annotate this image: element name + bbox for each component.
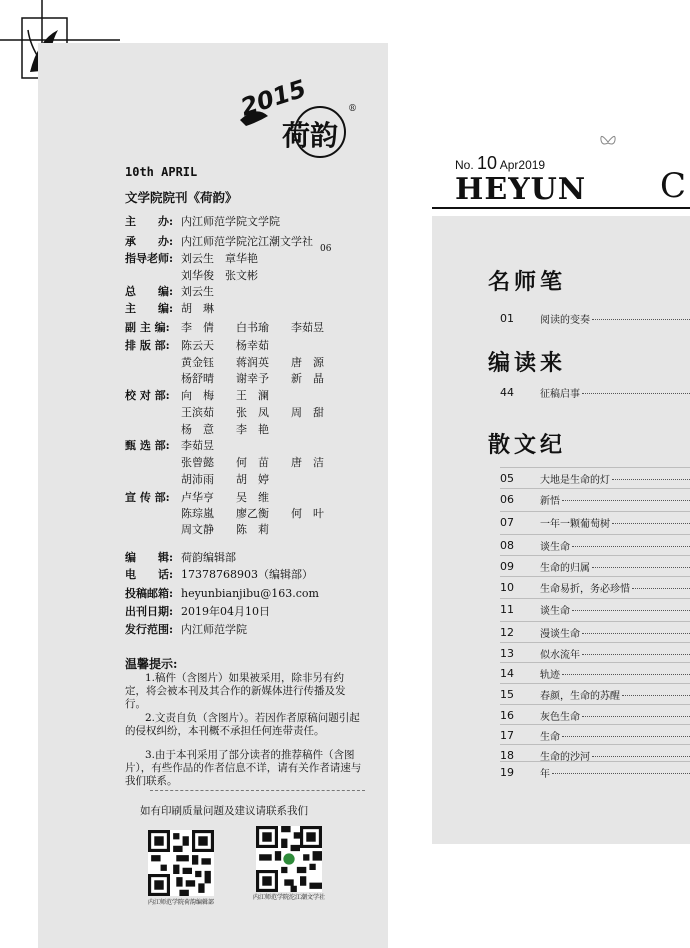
masthead-row xyxy=(125,521,269,537)
toc-page-number: 16 xyxy=(500,708,514,722)
toc-article-title: 谈生命 xyxy=(540,605,570,617)
toc-page-number: 11 xyxy=(500,602,514,616)
tip-2: 2.文责自负（含图片）。若因作者原稿问题引起的侵权纠纷，本刊概不承担任何连带责任。 xyxy=(125,712,360,737)
magazine-subtitle: 文学院院刊《荷韵》 xyxy=(125,190,238,205)
toc-entry[interactable] xyxy=(500,686,690,702)
masthead-value: 胡 琳 xyxy=(181,302,214,315)
toc-entry[interactable] xyxy=(500,624,690,640)
toc-entry[interactable] xyxy=(500,665,690,681)
toc-article-title: 灰色生命 xyxy=(540,711,580,723)
masthead-value: 陈琮嵐 廖乙衡 何 叶 xyxy=(181,507,324,520)
toc-page-number: 07 xyxy=(500,515,514,529)
masthead-row xyxy=(125,421,269,437)
toc-article-title: 大地是生命的灯 xyxy=(540,474,610,486)
masthead-row xyxy=(125,319,324,335)
toc-entry[interactable] xyxy=(500,558,690,574)
masthead-role: 电 话: xyxy=(125,568,174,581)
masthead-row xyxy=(125,250,258,266)
issue-month: Apr2019 xyxy=(499,158,546,172)
toc-leader-dots xyxy=(562,735,690,737)
masthead-value: 内江师范学院沱江潮文学社 xyxy=(181,235,313,248)
toc-page-number: 12 xyxy=(500,625,514,639)
masthead-role: 承 办: xyxy=(125,235,174,248)
masthead-cutoff-letter: C xyxy=(660,166,687,206)
toc-leader-dots xyxy=(592,566,690,568)
toc-page-number: 06 xyxy=(500,492,514,506)
toc-section-title: 编读来 xyxy=(488,351,567,376)
toc-page-number: 01 xyxy=(500,311,514,325)
toc-separator xyxy=(500,598,690,599)
masthead-value: 张曾懿 何 苗 唐 洁 xyxy=(181,456,324,469)
toc-separator xyxy=(500,704,690,705)
toc-leader-dots xyxy=(562,499,690,501)
toc-leader-dots xyxy=(582,392,690,394)
issue-number xyxy=(455,153,545,174)
masthead-row xyxy=(125,471,269,487)
toc-page-number: 08 xyxy=(500,538,514,552)
masthead-heyun: HEYUN xyxy=(455,172,587,207)
masthead-role: 副 主 编: xyxy=(125,321,170,334)
toc-article-title: 生命的归属 xyxy=(540,562,590,574)
masthead-row xyxy=(125,549,236,565)
toc-separator xyxy=(500,744,690,745)
masthead-row xyxy=(125,489,269,505)
toc-leader-dots xyxy=(552,772,690,774)
masthead-value: 刘华俊 张文彬 xyxy=(181,269,258,282)
registered-mark: ® xyxy=(348,104,357,114)
masthead-row xyxy=(125,603,270,619)
masthead-value: 荷韵编辑部 xyxy=(181,551,236,564)
toc-leader-dots xyxy=(582,653,690,655)
toc-separator xyxy=(500,534,690,535)
toc-entry[interactable] xyxy=(500,491,690,507)
masthead-row xyxy=(125,370,324,386)
toc-entry[interactable] xyxy=(500,579,690,595)
toc-page-number: 17 xyxy=(500,728,514,742)
masthead-row xyxy=(125,354,324,370)
masthead-value: 刘云生 章华艳 xyxy=(181,252,258,265)
tip-1: 1.稿件（含图片）如果被采用，除非另有约定，将会被本刊及其合作的新媒体进行传播及发行。 xyxy=(125,672,346,710)
masthead-row xyxy=(125,454,324,470)
masthead-row xyxy=(125,283,214,299)
toc-leader-dots xyxy=(562,673,690,675)
masthead-value: 黄金钰 蒋润英 唐 源 xyxy=(181,356,324,369)
masthead-row xyxy=(125,267,258,283)
masthead-row xyxy=(125,437,214,453)
masthead-row xyxy=(125,300,214,316)
qr-code-literary-club[interactable] xyxy=(256,826,322,892)
masthead-role: 宣 传 部: xyxy=(125,491,170,504)
masthead-role: 编 辑: xyxy=(125,551,174,564)
masthead-role: 排 版 部: xyxy=(125,339,170,352)
toc-leader-dots xyxy=(582,632,690,634)
masthead-value: 内江师范学院文学院 xyxy=(181,215,280,228)
toc-separator xyxy=(500,621,690,622)
toc-article-title: 新悟 xyxy=(540,495,560,507)
toc-section-title: 名师笔 xyxy=(488,270,567,295)
masthead-rule xyxy=(432,207,690,209)
masthead-role: 发行范围: xyxy=(125,623,174,636)
masthead-value: 卢华亨 吴 维 xyxy=(181,491,269,504)
masthead-row xyxy=(125,585,319,601)
toc-page-number: 19 xyxy=(500,765,514,779)
masthead-value: 周文静 陈 莉 xyxy=(181,523,269,536)
masthead-value: 内江师范学院 xyxy=(181,623,247,636)
masthead-value[interactable]: heyunbianjibu@163.com xyxy=(181,587,319,600)
toc-separator xyxy=(500,662,690,663)
toc-article-title: 轨迹 xyxy=(540,669,560,681)
toc-entry[interactable] xyxy=(500,384,690,400)
tip-3: 3.由于本刊采用了部分读者的推荐稿件（含图片），有些作品的作者信息不详，请有关作者请速与我们联系。 xyxy=(125,749,362,787)
logo-title: 荷韵 xyxy=(282,119,339,152)
masthead-role: 指导老师: xyxy=(125,252,174,265)
toc-entry[interactable] xyxy=(500,514,690,530)
toc-separator xyxy=(500,511,690,512)
masthead-value: 2019年04月10日 xyxy=(181,605,270,618)
toc-article-title: 年 xyxy=(540,768,550,780)
toc-article-title: 生命的沙河 xyxy=(540,751,590,763)
page-note: 06 xyxy=(320,244,332,254)
toc-leader-dots xyxy=(592,755,690,757)
toc-article-title: 谈生命 xyxy=(540,541,570,553)
toc-leader-dots xyxy=(592,318,690,320)
masthead-role: 投稿邮箱: xyxy=(125,587,174,600)
masthead-role: 主 编: xyxy=(125,302,174,315)
toc-entry[interactable] xyxy=(500,537,690,553)
masthead-value: 李茹昱 xyxy=(181,439,214,452)
feedback-note: 如有印刷质量问题及建议请联系我们 xyxy=(140,805,308,817)
toc-separator xyxy=(500,576,690,577)
toc-separator xyxy=(500,467,690,468)
butterfly-icon xyxy=(598,130,618,154)
masthead-row xyxy=(125,404,324,420)
toc-entry[interactable] xyxy=(500,601,690,617)
toc-entry[interactable] xyxy=(500,727,690,743)
tips-title: 温馨提示: xyxy=(125,657,178,671)
toc-article-title: 征稿启事 xyxy=(540,388,580,400)
toc-entry[interactable] xyxy=(500,645,690,661)
masthead-role: 主 办: xyxy=(125,215,174,228)
masthead-value: 杨 意 李 艳 xyxy=(181,423,269,436)
toc-page-number: 05 xyxy=(500,471,514,485)
masthead-value: 陈云天 杨幸茹 xyxy=(181,339,269,352)
masthead-role: 出刊日期: xyxy=(125,605,174,618)
toc-separator xyxy=(500,724,690,725)
toc-page-number: 18 xyxy=(500,748,514,762)
masthead-row xyxy=(125,213,280,229)
toc-separator xyxy=(500,555,690,556)
toc-page-number: 09 xyxy=(500,559,514,573)
masthead-value: 胡沛雨 胡 婷 xyxy=(181,473,269,486)
toc-leader-dots xyxy=(632,587,690,589)
masthead-row xyxy=(125,621,247,637)
toc-entry[interactable] xyxy=(500,707,690,723)
logo-year: 2015 xyxy=(237,74,310,122)
toc-leader-dots xyxy=(572,545,690,547)
toc-leader-dots xyxy=(572,609,690,611)
qr-caption-literary-club: 内江师范学院沱江潮文学社 xyxy=(252,894,325,901)
toc-article-title: 生命 xyxy=(540,731,560,743)
masthead-row xyxy=(125,337,269,353)
masthead-row xyxy=(125,505,324,521)
masthead-row xyxy=(125,387,269,403)
toc-leader-dots xyxy=(612,522,690,524)
masthead-value: 杨舒晴 谢幸予 新 晶 xyxy=(181,372,324,385)
masthead-row xyxy=(125,566,313,582)
toc-separator xyxy=(500,683,690,684)
qr-code-editorial[interactable] xyxy=(148,830,214,896)
issue-date: 10th APRIL xyxy=(125,165,198,179)
toc-article-title: 生命易折，务必珍惜 xyxy=(540,583,630,595)
masthead-value: 李 倩 白书瑜 李茹昱 xyxy=(181,321,324,334)
toc-separator xyxy=(500,761,690,762)
masthead-value: 刘云生 xyxy=(181,285,214,298)
toc-entry[interactable] xyxy=(500,764,690,780)
toc-leader-dots xyxy=(612,478,690,480)
toc-article-title: 阅读的变奏 xyxy=(540,314,590,326)
toc-separator xyxy=(500,488,690,489)
toc-article-title: 一年一颗葡萄树 xyxy=(540,518,610,530)
toc-page-number: 44 xyxy=(500,385,514,399)
toc-leader-dots xyxy=(622,694,690,696)
qr-caption-editorial: 内江师范学院荷韵编辑部 xyxy=(147,899,214,906)
issue-number-value: 10 xyxy=(477,153,498,173)
toc-separator xyxy=(500,642,690,643)
masthead-value: 王滨茹 张 凤 周 甜 xyxy=(181,406,324,419)
masthead-value: 向 梅 王 澜 xyxy=(181,389,269,402)
toc-leader-dots xyxy=(582,715,690,717)
toc-page-number: 13 xyxy=(500,646,514,660)
toc-page-number: 14 xyxy=(500,666,514,680)
masthead-value: 17378768903（编辑部） xyxy=(181,568,313,581)
issue-prefix: No. xyxy=(455,158,474,172)
toc-article-title: 似水流年 xyxy=(540,649,580,661)
toc-entry[interactable] xyxy=(500,310,690,326)
divider xyxy=(150,790,365,791)
toc-article-title: 漫谈生命 xyxy=(540,628,580,640)
toc-page-number: 10 xyxy=(500,580,514,594)
toc-entry[interactable] xyxy=(500,470,690,486)
toc-article-title: 春颜，生命的苏醒 xyxy=(540,690,620,702)
toc-page-number: 15 xyxy=(500,687,514,701)
masthead-role: 甄 选 部: xyxy=(125,439,170,452)
masthead-row xyxy=(125,233,313,249)
toc-section-title: 散文纪 xyxy=(488,433,567,458)
masthead-role: 总 编: xyxy=(125,285,174,298)
masthead-role: 校 对 部: xyxy=(125,389,170,402)
